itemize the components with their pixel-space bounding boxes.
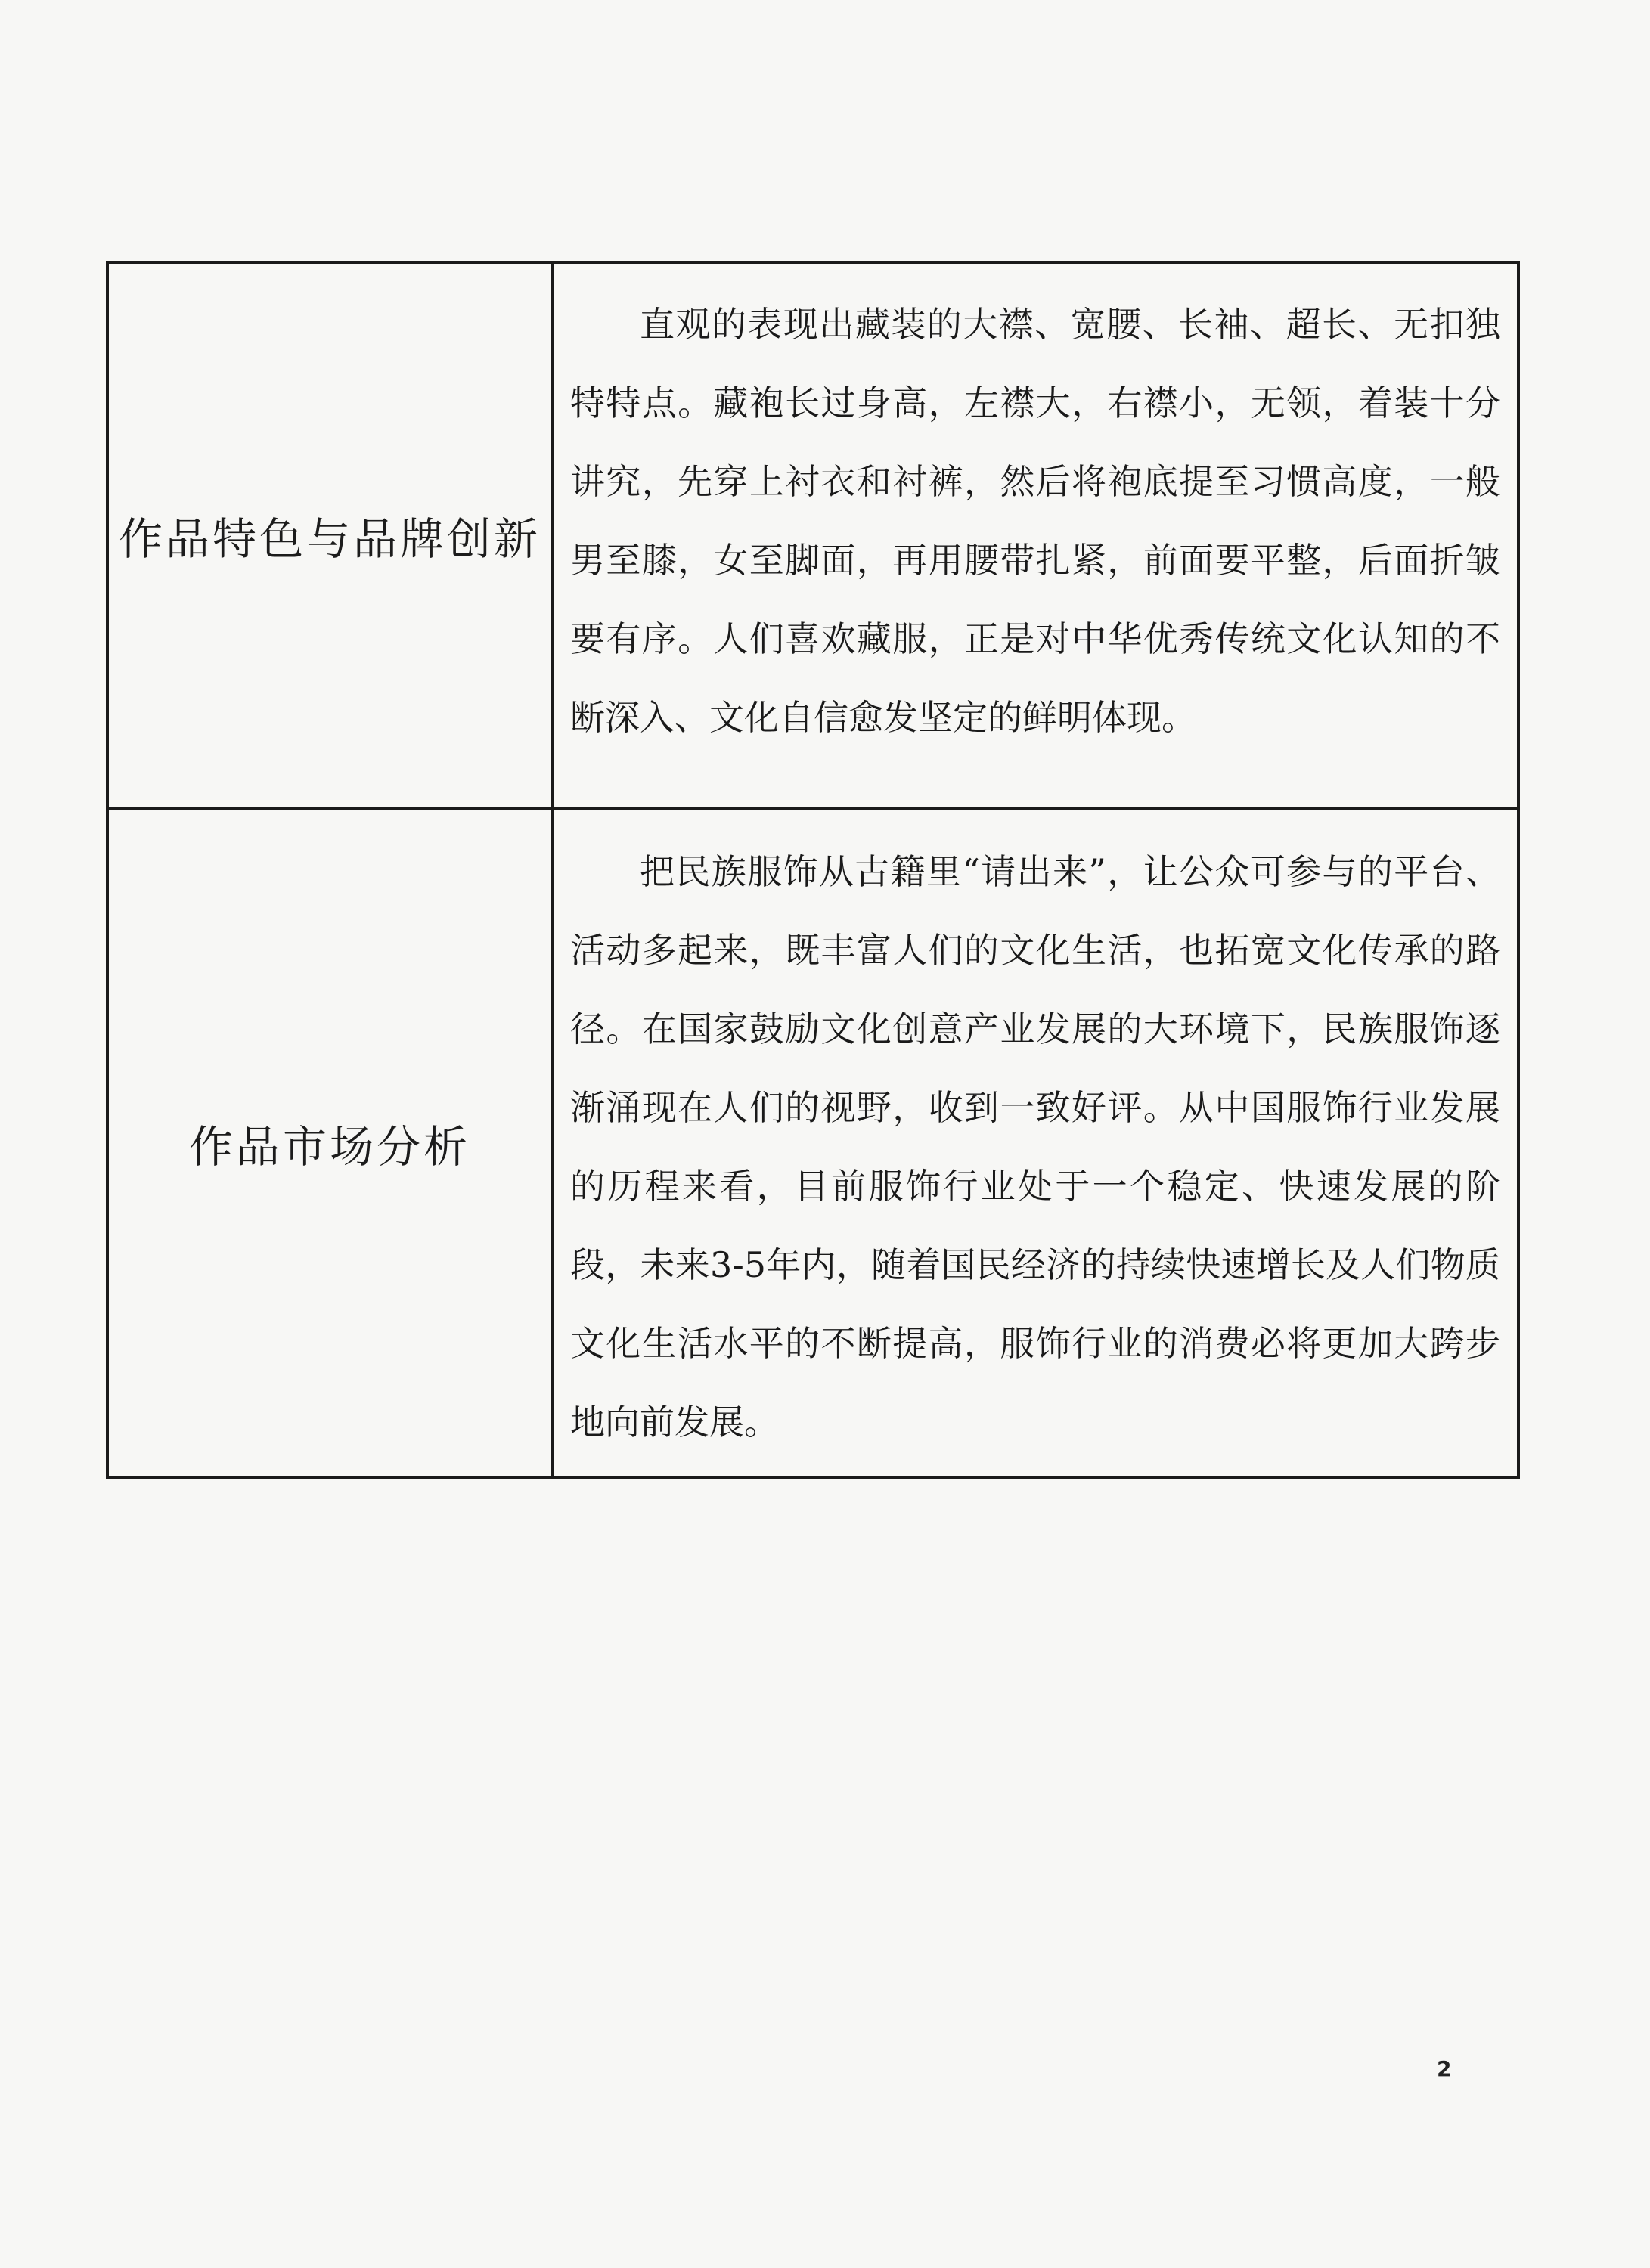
row-content-features: 直观的表现出藏装的大襟、宽腰、长袖、超长、无扣独特特点。藏袍长过身高，左襟大，右襟小，无领，着装十分讲究，先穿上衬衣和衬裤，然后将袍底提至习惯高度，一般男至膝，女至脚面，再用腰带扎紧，前面要平整，后面折皱要有序。人们喜欢藏服，正是对中华优秀传统文化认知的不断深入、文化自信愈发坚定的鲜明体现。	[554, 264, 1517, 810]
content-table	[106, 261, 1520, 1479]
row-label-market: 作品市场分析	[109, 810, 554, 1476]
row-content-market: 把民族服饰从古籍里“请出来”，让公众可参与的平台、活动多起来，既丰富人们的文化生活，也拓宽文化传承的路径。在国家鼓励文化创意产业发展的大环境下，民族服饰逐渐涌现在人们的视野，收到一致好评。从中国服饰行业发展的历程来看，目前服饰行业处于一个稳定、快速发展的阶段，未来3-5年内，随着国民经济的持续快速增长及人们物质文化生活水平的不断提高，服饰行业的消费必将更加大跨步地向前发展。	[570, 851, 1500, 1442]
row-label-features: 作品特色与品牌创新	[109, 264, 554, 810]
page-number: 2	[1437, 2056, 1452, 2081]
